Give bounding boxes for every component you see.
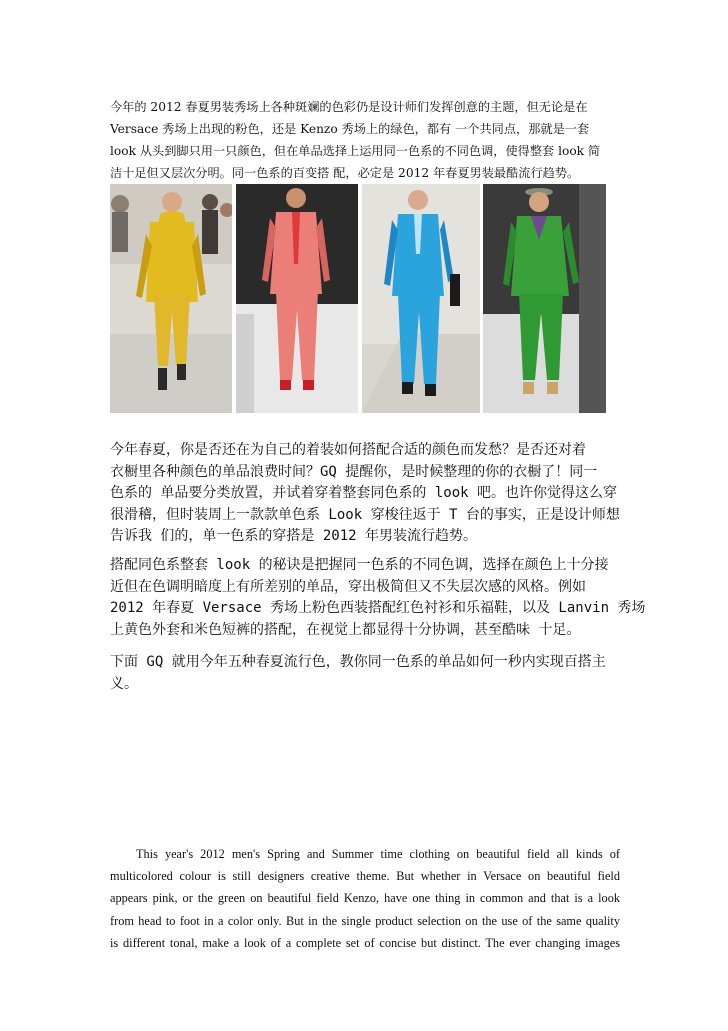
text-line: This year's 2012 men's Spring and Summer time clothing on beautiful field all kinds of	[136, 847, 620, 861]
text-line: 告诉我 们的，单一色系的穿搭是 2012 年男装流行趋势。	[110, 528, 477, 544]
text-line: look 从头到脚只用一只颜色，但在单品选择上运用同一色系的不同色调，使得整套 look 简	[110, 144, 601, 158]
photo-green-look	[483, 184, 606, 413]
runway-photo-strip	[110, 184, 606, 413]
text-line: 下面 GQ 就用今年五种春夏流行色，教你同一色系的单品如何一秒内实现百搭主	[110, 654, 606, 670]
photo-blue-look	[362, 184, 480, 413]
text-line: 今年的 2012 春夏男装秀场上各种斑斓的色彩仍是设计师们发挥创意的主题，但无论是在	[110, 100, 588, 114]
photo-pink-look	[236, 184, 358, 413]
text-line: 衣橱里各种颜色的单品浪费时间？GQ 提醒你，是时候整理的你的衣橱了！同一	[110, 463, 598, 480]
text-line: 洁十足但又层次分明。同一色系的百变搭 配，必定是 2012 年春夏男装最酷流行趋势。	[110, 166, 580, 180]
text-line: appears pink, or the green on beautiful field Kenzo, have one thing in common and that is a look	[110, 891, 620, 906]
photo-yellow-look	[110, 184, 232, 413]
secret-paragraph-cn	[110, 555, 646, 641]
text-line: from head to foot in a color only. But in the single product selection on the use of the same quality	[110, 913, 620, 928]
text-line: 义。	[110, 675, 138, 692]
english-paragraph	[110, 843, 620, 954]
text-line: 2012 年春夏 Versace 秀场上粉色西装搭配红色衬衫和乐福鞋，以及 Lanvin 秀场	[110, 600, 646, 616]
text-line: 上黄色外套和米色短裤的搭配，在视觉上都显得十分协调，甚至酷味 十足。	[110, 621, 581, 638]
gq-paragraph-cn	[110, 652, 620, 695]
text-line: 今年春夏，你是否还在为自己的着装如何搭配合适的颜色而发愁？是否还对着	[110, 442, 586, 458]
spring-paragraph-cn	[110, 440, 620, 548]
text-line: 色系的 单品要分类放置，并试着穿着整套同色系的 look 吧。也许你觉得这么穿	[110, 485, 617, 501]
text-line: is different tonal, make a look of a complete set of concise but distinct. The ever changing images	[110, 935, 620, 950]
text-line: 很滑稽，但时装周上一款款单色系 Look 穿梭往返于 T 台的事实，正是设计师想	[110, 506, 620, 523]
text-line: multicolored colour is still designers creative theme. But whether in Versace on beautiful field	[110, 869, 620, 884]
intro-paragraph-cn	[110, 96, 620, 184]
text-line: 近但在色调明暗度上有所差别的单品，穿出极简但又不失层次感的风格。例如	[110, 578, 586, 595]
text-line: Versace 秀场上出现的粉色，还是 Kenzo 秀场上的绿色，都有 一个共同点，那就是一套	[110, 122, 590, 136]
text-line: 搭配同色系整套 look 的秘诀是把握同一色系的不同色调，选择在颜色上十分接	[110, 557, 609, 573]
